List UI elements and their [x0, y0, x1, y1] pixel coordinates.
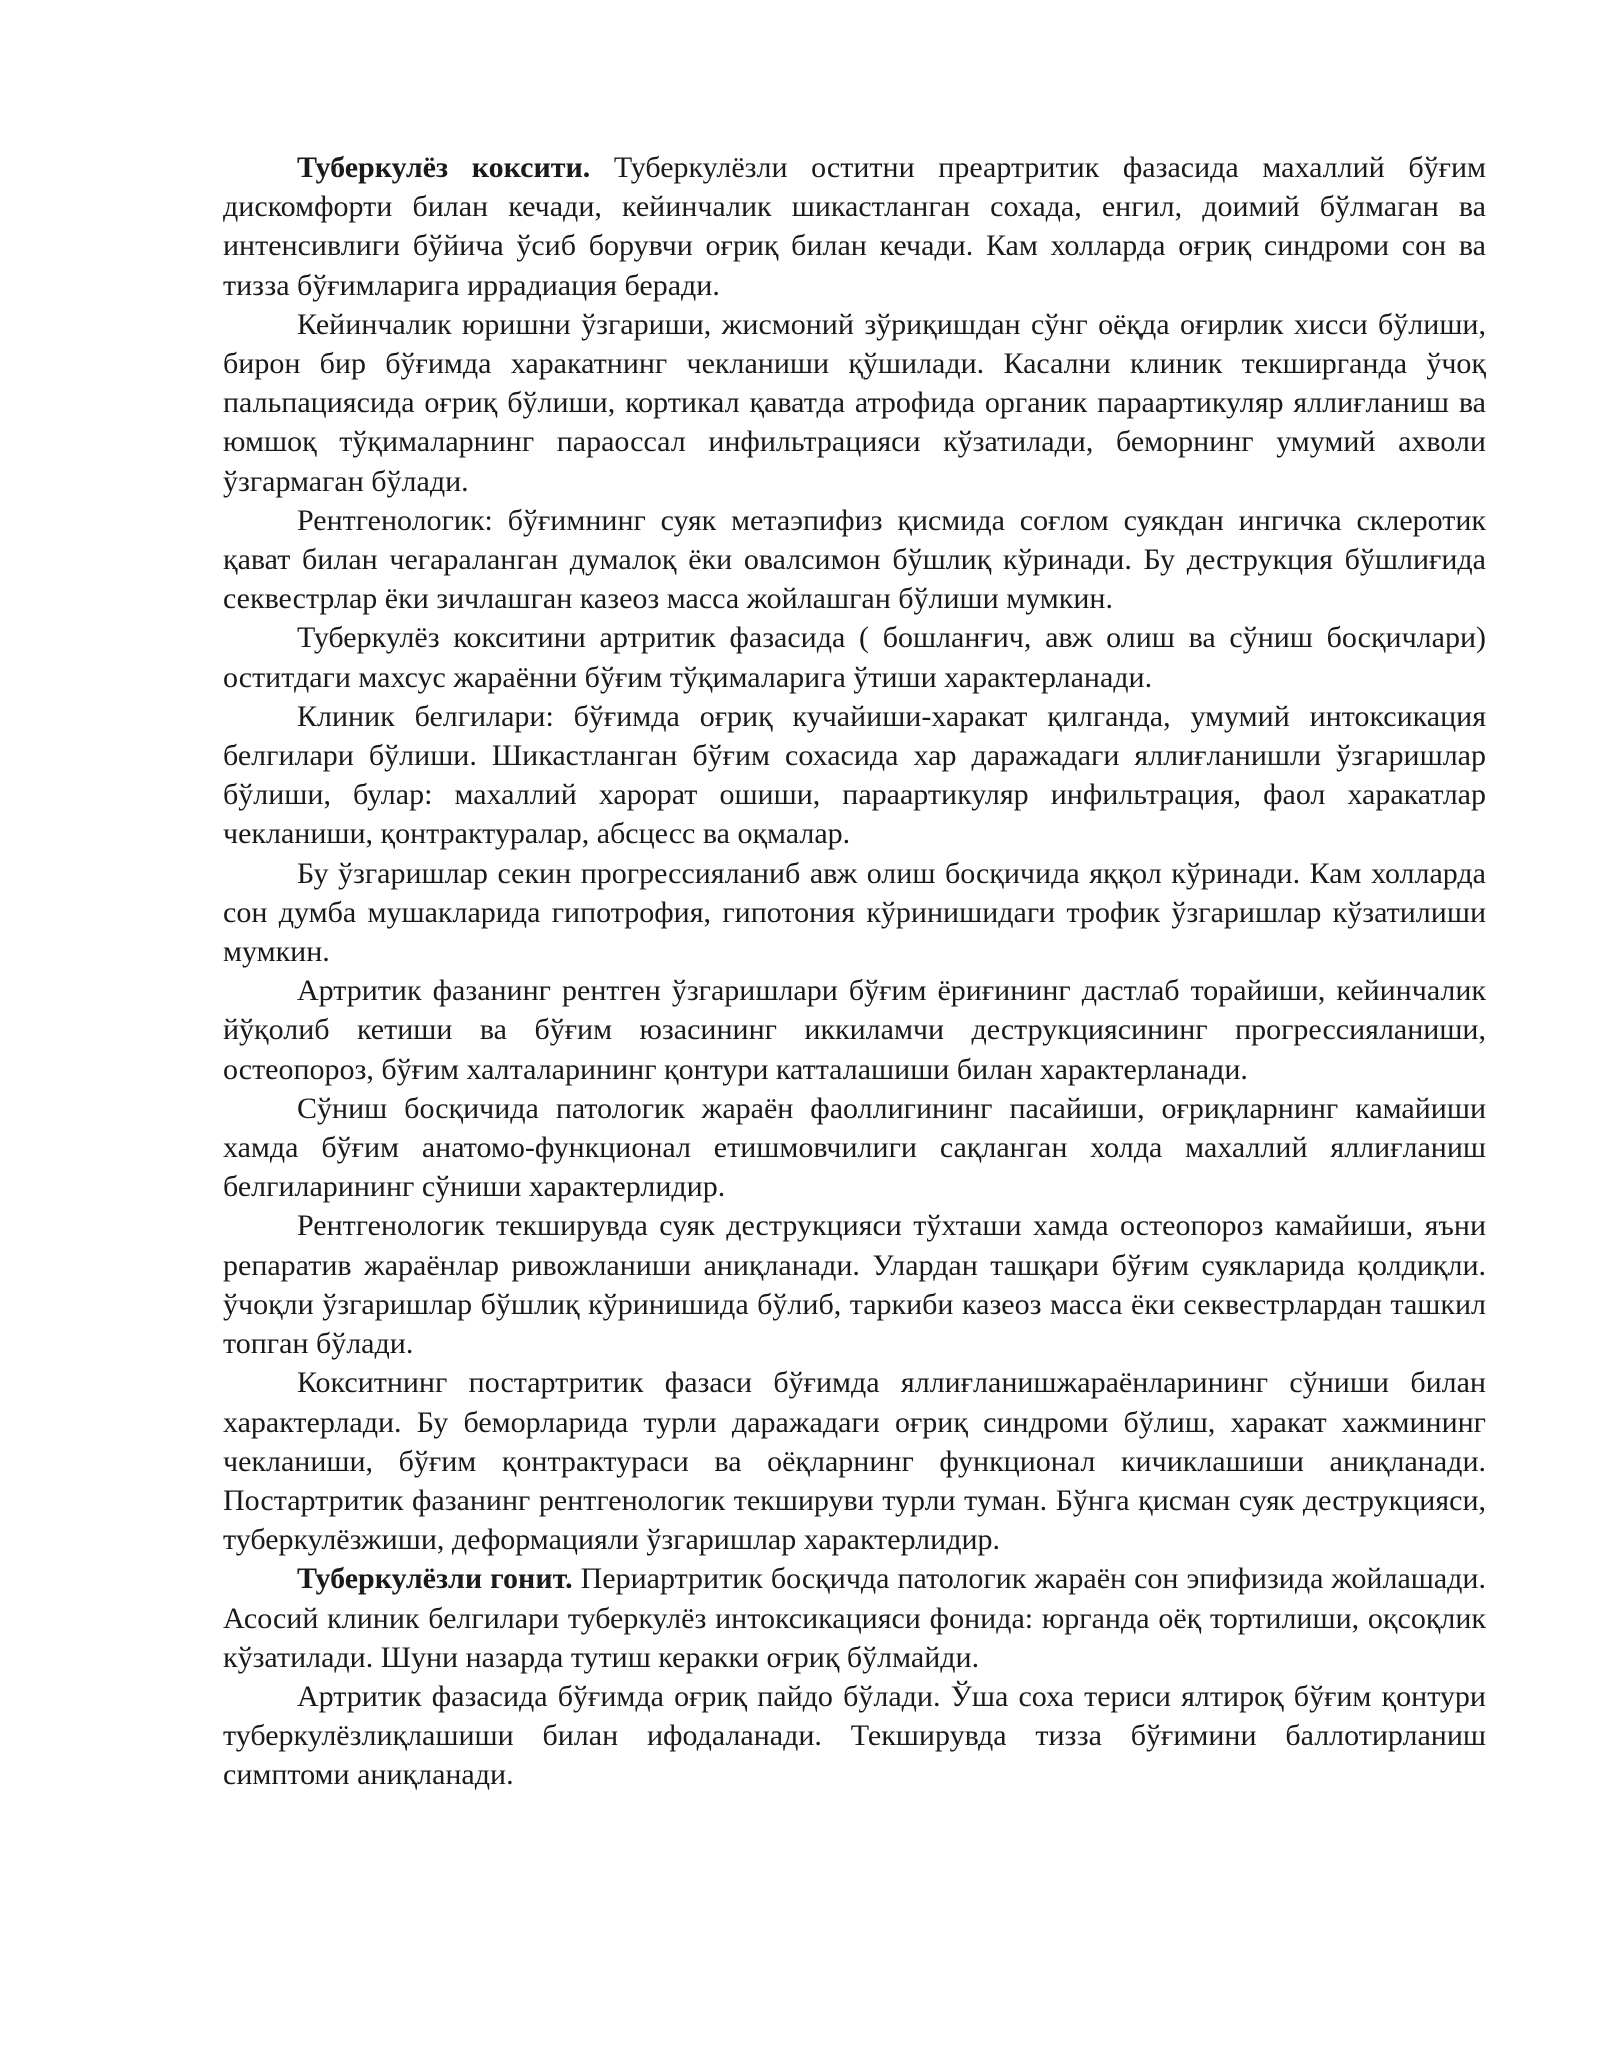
paragraph: [223, 1089, 1486, 1207]
paragraph-text: Кокситнинг постартритик фазаси бўғимда яллиғланишжараёнларининг сўниши билан характерлади. Бу беморларида турли даражадаги оғриқ синдроми бўлиш, харакат хажмининг чекланиши, бўғим қонтрактураси ва оёқларнинг функционал кичиклашиши аниқланади. Постартритик фазанинг рентгенологик текшируви турли туман. Бўнга қисман суяк деструкцияси, туберкулёзжиши, деформацияли ўзгаришлар характерлидир.: [223, 1366, 1486, 1557]
paragraph-text: Клиник белгилари: бўғимда оғриқ кучайиши-харакат қилганда, умумий интоксикация белгилари бўлиши. Шикастланган бўғим сохасида хар даражадаги яллиғланишли ўзгаришлар бўлиши, булар: махаллий харорат ошиши, параартикуляр инфильтрация, фаол харакатлар чекланиши, қонтрактуралар, абсцесс ва оқмалар.: [223, 699, 1486, 851]
paragraph-text: Туберкулёз кокситини артритик фазасида ( бошланғич, авж олиш ва сўниш босқичлари) оститдаги махсус жараённи бўғим тўқималарига ўтиши характерланади.: [223, 621, 1486, 694]
paragraph-text: Рентгенологик текширувда суяк деструкцияси тўхташи хамда остеопороз камайиши, яъни репаратив жараёнлар ривожланиши аниқланади. Улардан ташқари бўғим суякларида қолдиқли. ўчоқли ўзгаришлар бўшлиқ кўринишида бўлиб, таркиби казеоз масса ёки секвестрлардан ташкил топган бўлади.: [223, 1209, 1486, 1361]
paragraph-text: Периартритик босқичда патологик жараён сон эпифизида жойлашади. Асосий клиник белгилари туберкулёз интоксикацияси фонида: юрганда оёқ тортилиши, оқсоқлик кўзатилади. Шуни назарда тутиш керакки оғриқ бўлмайди.: [223, 1562, 1486, 1674]
heading-tuberculous-gonitis: Туберкулёзли гонит.: [297, 1562, 573, 1596]
paragraph: [223, 854, 1486, 972]
paragraph: [223, 501, 1486, 619]
paragraph-text: Сўниш босқичида патологик жараён фаоллигининг пасайиши, оғриқларнинг камайиши хамда бўғим анатомо-функционал етишмовчилиги сақланган холда махаллий яллиғланиш белгиларининг сўниши характерлидир.: [223, 1091, 1486, 1204]
paragraph: [223, 971, 1486, 1089]
paragraph-text: Бу ўзгаришлар секин прогрессияланиб авж олиш босқичида яққол кўринади. Кам холларда сон думба мушакларида гипотрофия, гипотония кўринишидаги трофик ўзгаришлар кўзатилиши мумкин.: [223, 856, 1486, 969]
paragraph-text: Артритик фазанинг рентген ўзгаришлари бўғим ёриғининг дастлаб торайиши, кейинчалик йўқолиб кетиши ва бўғим юзасининг иккиламчи деструкциясининг прогрессияланиши, остеопороз, бўғим халталарининг қонтури катталашиши билан характерланади.: [223, 974, 1486, 1086]
paragraph-tuberculous-coxitis: [223, 148, 1486, 305]
paragraph: [223, 1363, 1486, 1559]
paragraph: [223, 1677, 1486, 1795]
paragraph-text: Рентгенологик: бўғимнинг суяк метаэпифиз қисмида соғлом суякдан ингичка склеротик қават билан чегараланган думалоқ ёки овалсимон бўшлиқ кўринади. Бу деструкция бўшлиғида секвестрлар ёки зичлашган казеоз масса жойлашган бўлиши мумкин.: [223, 503, 1486, 616]
paragraph-text: Кейинчалик юришни ўзгариши, жисмоний зўриқишдан сўнг оёқда оғирлик хисси бўлиши, бирон бир бўғимда харакатнинг чекланиши қўшилади. Касални клиник текширганда ўчоқ пальпациясида оғриқ бўлиши, кортикал қаватда атрофида органик параартикуляр яллиғланиш ва юмшоқ тўқималарнинг параоссал инфильтрацияси кўзатилади, беморнинг умумий ахволи ўзгармаган бўлади.: [223, 307, 1486, 498]
paragraph-tuberculous-gonitis: [223, 1559, 1486, 1677]
paragraph: [223, 697, 1486, 854]
document-body: [223, 148, 1486, 1795]
paragraph-text: Артритик фазасида бўғимда оғриқ пайдо бўлади. Ўша соха териси ялтироқ бўғим қонтури туберкулёзлиқлашиши билан ифодаланади. Текширувда тизза бўғимини баллотирланиш симптоми аниқланади.: [223, 1679, 1486, 1792]
paragraph: [223, 618, 1486, 696]
paragraph: [223, 1206, 1486, 1363]
heading-tuberculous-coxitis: Туберкулёз коксити.: [297, 151, 591, 184]
paragraph-text: Туберкулёзли оститни преартритик фазасида махаллий бўғим дискомфорти билан кечади, кейинчалик шикастланган сохада, енгил, доимий бўлмаган ва интенсивлиги бўйича ўсиб борувчи оғриқ билан кечади. Кам холларда оғриқ синдроми сон ва тизза бўғимларига иррадиация беради.: [223, 151, 1486, 302]
paragraph: [223, 305, 1486, 501]
